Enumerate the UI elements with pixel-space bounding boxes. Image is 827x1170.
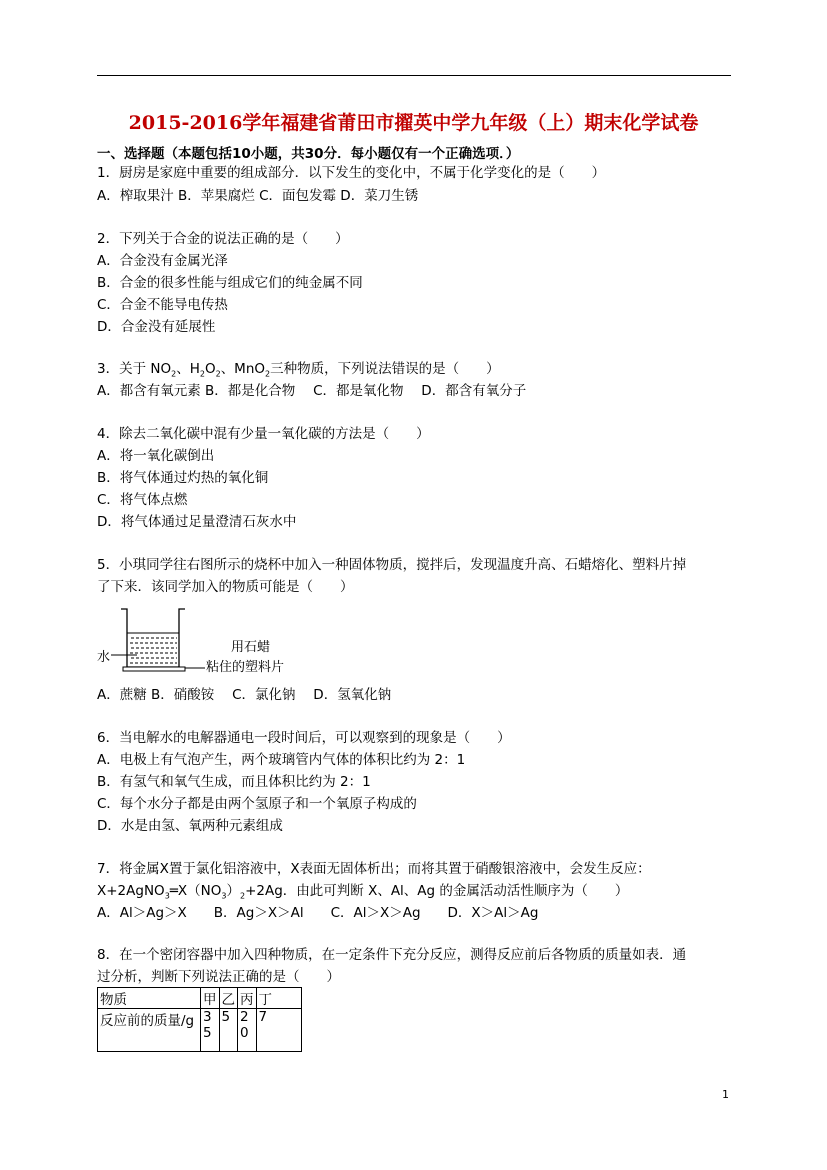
q7-options: A．Al＞Ag＞X B．Ag＞X＞Al C．Al＞X＞Ag D．X＞Al＞Ag [97, 905, 539, 921]
table-header-row [98, 988, 302, 1009]
q5-options: A．蔗糖 B．硝酸铵 C．氯化钠 D．氢氧化钠 [97, 687, 392, 703]
q2-option-d: D．合金没有延展性 [97, 319, 216, 335]
q6-stem: 6．当电解水的电解器通电一段时间后，可以观察到的现象是（ ） [97, 730, 511, 746]
table-header-cell: 乙 [219, 988, 238, 1009]
q4-stem: 4．除去二氧化碳中混有少量一氧化碳的方法是（ ） [97, 426, 430, 442]
q2-stem: 2．下列关于合金的说法正确的是（ ） [97, 231, 349, 247]
section-heading: 一、选择题（本题包括10小题，共30分．每小题仅有一个正确选项．） [97, 146, 520, 162]
table-header-cell: 丙 [238, 988, 257, 1009]
plastic-sheet [123, 667, 185, 671]
table-cell: 7 [256, 1009, 301, 1052]
water-fill [130, 638, 177, 663]
table-row-label: 反应前的质量/g [98, 1009, 201, 1052]
q4-option-d: D．将气体通过足量澄清石灰水中 [97, 514, 297, 530]
q4-option-a: A．将一氧化碳倒出 [97, 448, 215, 464]
q2-option-a: A．合金没有金属光泽 [97, 253, 228, 269]
q7-equation: $X+2AgNO_3═X(NO_3)_2+2Ag$．由此可判断 X、Al、Ag 的金属活动活性顺序为（ ） [97, 883, 629, 901]
q1-stem: 1．厨房是家庭中重要的组成部分．以下发生的变化中，不属于化学变化的是（ ） [97, 165, 606, 181]
beaker-figure [97, 603, 317, 678]
q2-option-c: C．合金不能导电传热 [97, 297, 228, 313]
q4-option-c: C．将气体点燃 [97, 492, 188, 508]
fig-sheet-label: 粘住的塑料片 [206, 660, 285, 675]
table-cell: 20 [238, 1009, 257, 1052]
q6-option-a: A．电极上有气泡产生，两个玻璃管内气体的体积比约为 2：1 [97, 752, 466, 768]
q6-option-d: D．水是由氢、氧两种元素组成 [97, 818, 283, 834]
q6-option-c: C．每个水分子都是由两个氢原子和一个氧原子构成的 [97, 796, 417, 812]
page-number: 1 [722, 1088, 729, 1101]
q3-stem: 3．关于 $NO_2$、$H_2O_2$、MnO$_2$三种物质，下列说法错误的是（ ） [97, 361, 500, 379]
q8-stem-line2: 过分析，判断下列说法正确的是（ ） [97, 969, 340, 985]
q3-options: A．都含有氧元素 B．都是化合物 C．都是氧化物 D．都含有氧分子 [97, 383, 527, 399]
table-header-cell: 甲 [201, 988, 220, 1009]
fig-wax-label: 用石蜡 [231, 640, 271, 655]
table-cell: 5 [219, 1009, 238, 1052]
table-header-cell: 物质 [98, 988, 201, 1009]
q6-option-b: B．有氢气和氧气生成，而且体积比约为 2：1 [97, 774, 371, 790]
q7-stem-line1: 7．将金属X置于氯化铝溶液中，X表面无固体析出；而将其置于硝酸银溶液中，会发生反应： [97, 861, 651, 877]
mass-table [97, 987, 302, 1052]
table-row [98, 1009, 302, 1052]
q5-stem-line1: 5．小琪同学往右图所示的烧杯中加入一种固体物质，搅拌后，发现温度升高、石蜡熔化、塑料片掉 [97, 557, 687, 573]
q2-option-b: B．合金的很多性能与组成它们的纯金属不同 [97, 275, 363, 291]
table-header-cell: 丁 [256, 988, 301, 1009]
q4-option-b: B．将气体通过灼热的氧化铜 [97, 470, 269, 486]
q8-stem-line1: 8．在一个密闭容器中加入四种物质，在一定条件下充分反应，测得反应前后各物质的质量如表．通 [97, 947, 687, 963]
q1-options: A．榨取果汁 B．苹果腐烂 C．面包发霉 D．菜刀生锈 [97, 188, 419, 204]
header-rule [97, 75, 731, 76]
table-cell: 35 [201, 1009, 220, 1052]
exam-title: 2015-2016学年福建省莆田市擢英中学九年级（上）期末化学试卷 [128, 112, 699, 134]
q5-stem-line2: 了下来．该同学加入的物质可能是（ ） [97, 579, 354, 595]
fig-water-label: 水 [97, 650, 111, 665]
